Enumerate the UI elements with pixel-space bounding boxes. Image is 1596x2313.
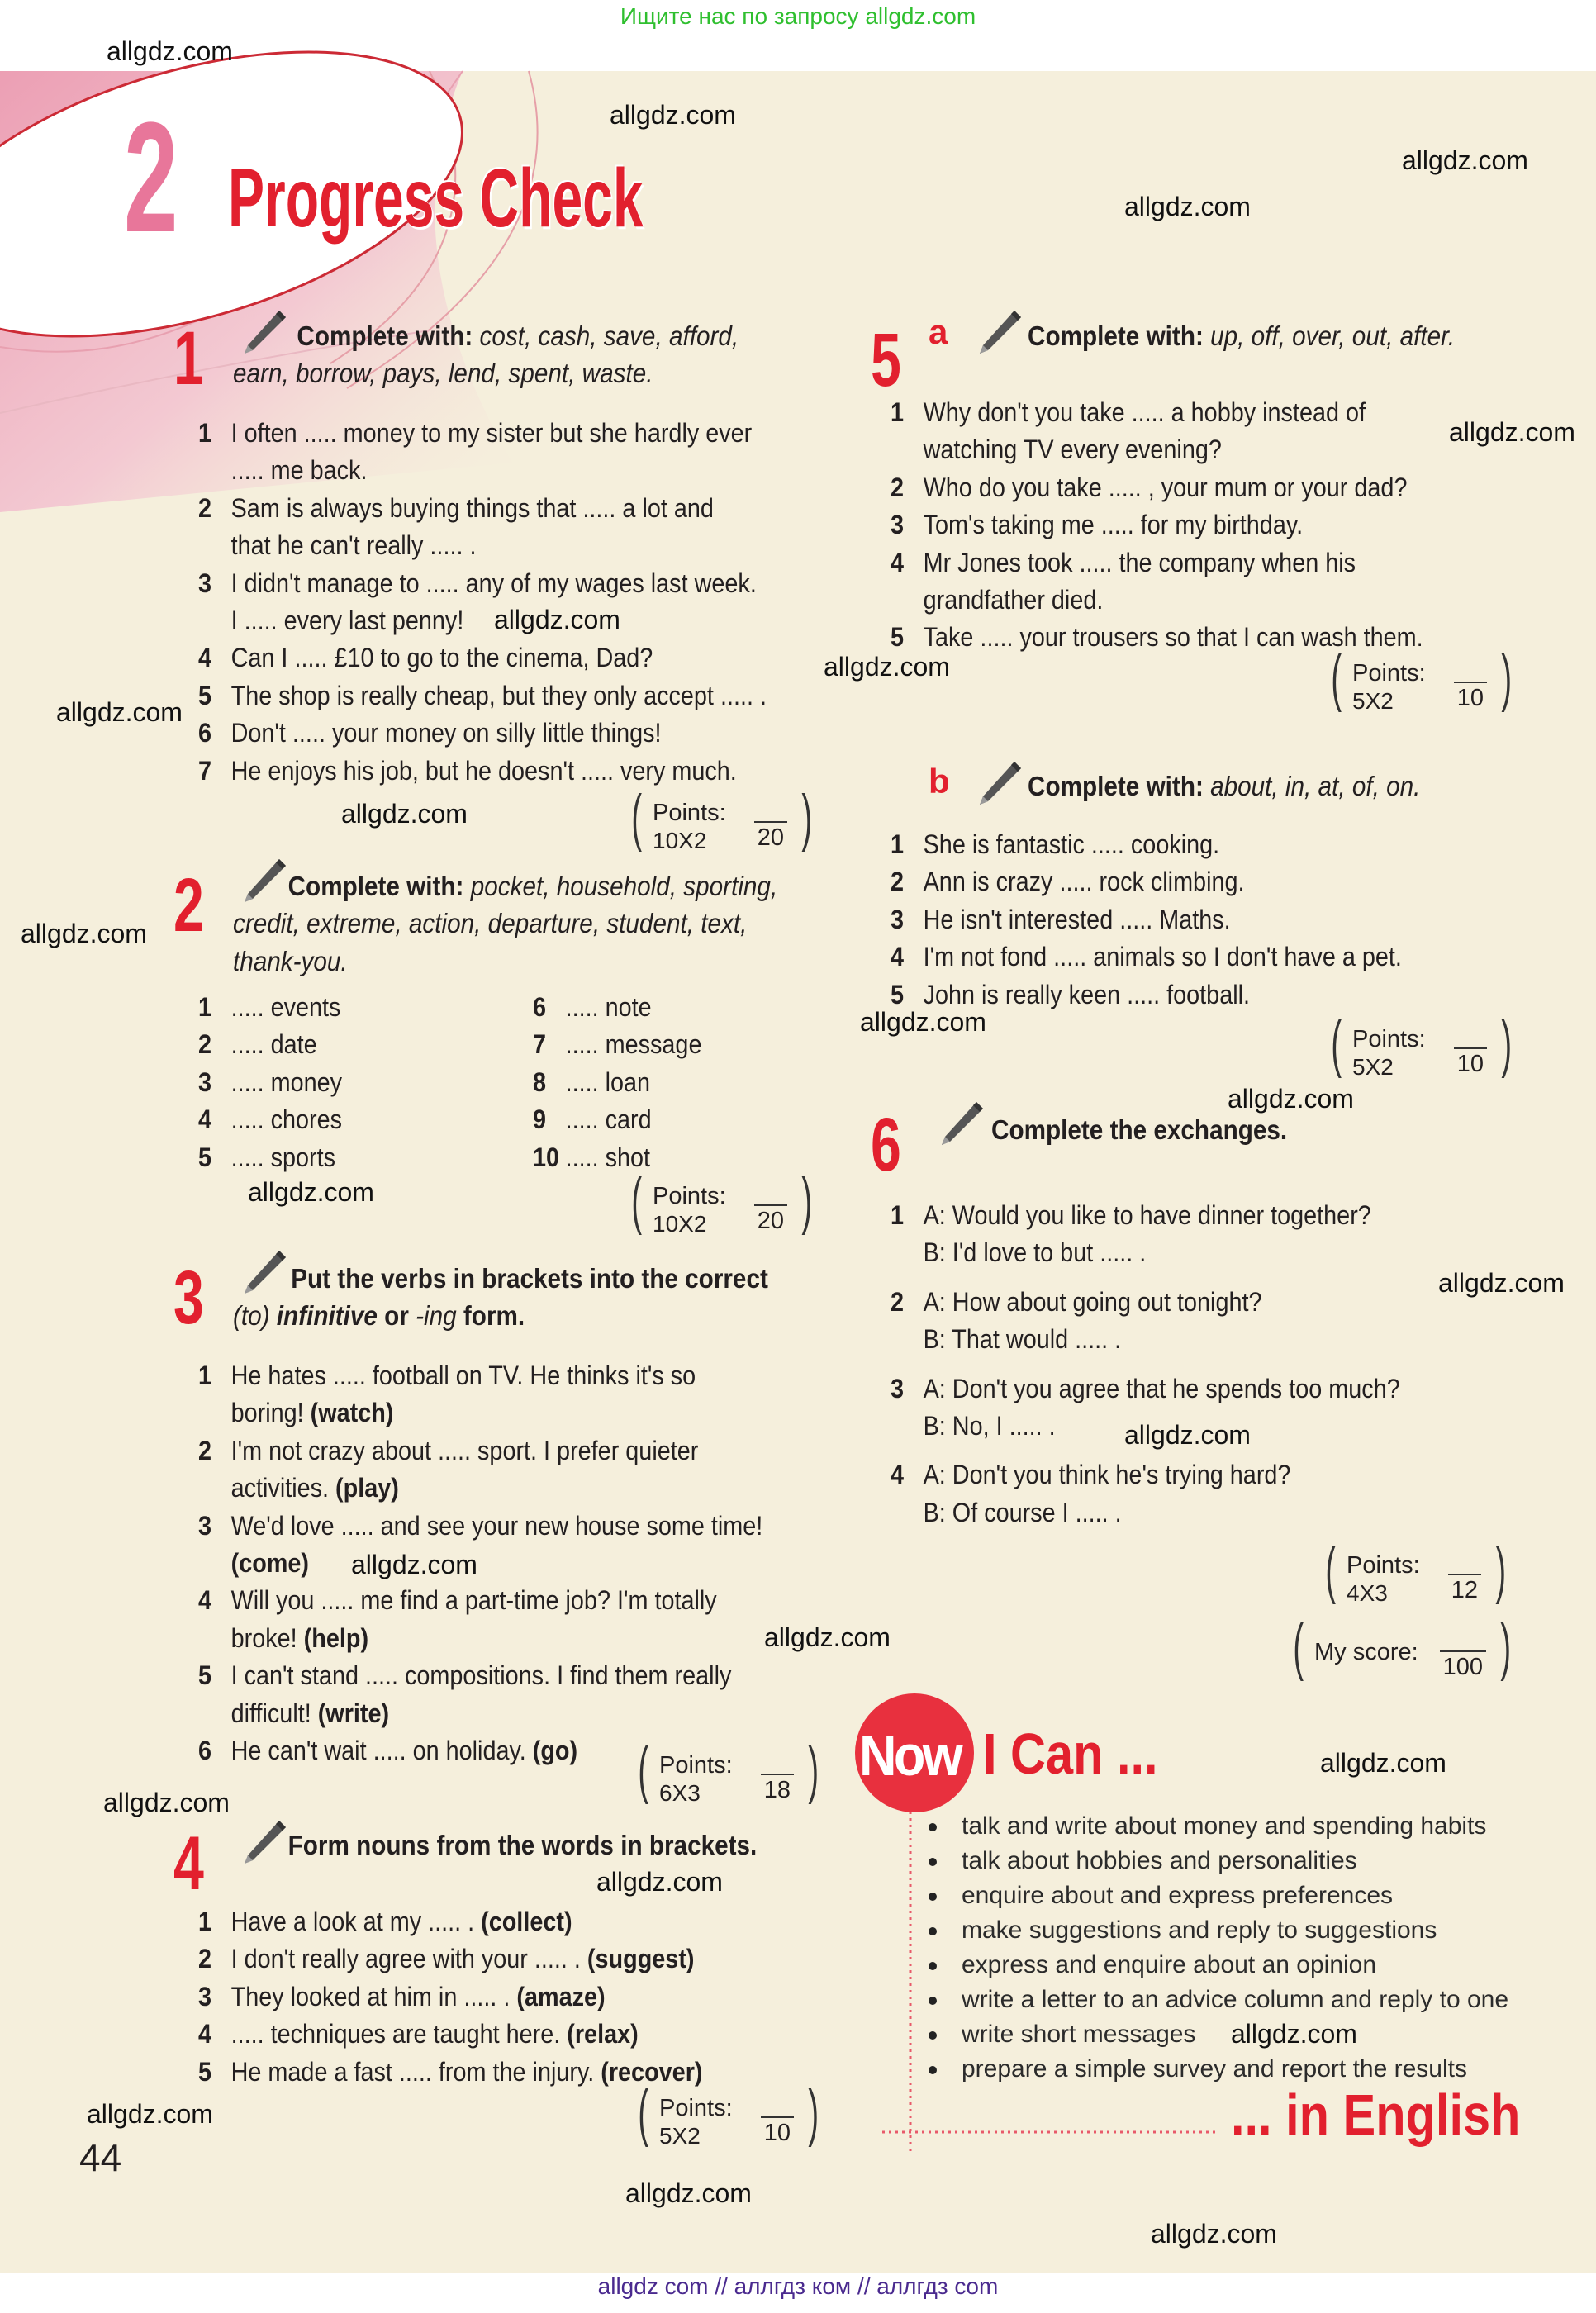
item-number: 5 [891, 622, 905, 653]
item-hint: (collect) [481, 1907, 572, 1936]
instruction-text: cost, cash, save, afford, [479, 321, 739, 351]
instruction-text: Complete with: [297, 321, 480, 351]
watermark: allgdz.com [1320, 1748, 1446, 1778]
i-can-heading: I Can ... [983, 1722, 1158, 1786]
item-text: A: How about going out tonight? [923, 1286, 1262, 1317]
instruction-text: -ing [416, 1300, 457, 1332]
watermark: allgdz.com [860, 1007, 986, 1037]
item-number: 7 [533, 1029, 547, 1060]
item-number: 2 [198, 1029, 212, 1060]
points-total: 10 [761, 2116, 794, 2148]
ex5a-items [891, 394, 1423, 657]
footer-links[interactable]: allgdz com // аллгдз ком // аллгдз com [597, 2273, 999, 2299]
watermark: allgdz.com [596, 1867, 723, 1897]
item-text: ..... techniques are taught here. [230, 2019, 568, 2049]
skill-item: write a letter to an advice column and reply to one [925, 1983, 1508, 2017]
item-text: Have a look at my ..... . [230, 1907, 482, 1936]
item-number: 6 [533, 992, 547, 1022]
exercise-item [533, 1101, 701, 1138]
item-text: I don't really agree with your ..... . [230, 1944, 587, 1974]
exercise-item [198, 639, 767, 677]
points-label: Points: [659, 1752, 733, 1779]
item-text: Take ..... your trousers so that I can wash them. [923, 622, 1423, 653]
item-number: 4 [891, 1460, 905, 1490]
item-hint: (watch) [310, 1398, 394, 1428]
item-text: ..... money [230, 1066, 343, 1097]
item-number: 3 [198, 1510, 212, 1541]
watermark: allgdz.com [107, 36, 233, 66]
instruction-text: form. [456, 1300, 525, 1332]
watermark: allgdz.com [248, 1177, 374, 1207]
exercise-item [198, 415, 767, 490]
item-number: 3 [198, 568, 212, 598]
exercise-item [891, 863, 1402, 900]
instruction-text: pocket, household, sporting, [470, 871, 778, 901]
exercise-item [891, 544, 1423, 620]
item-number: 4 [198, 1585, 212, 1616]
points-label: Points: [1352, 1026, 1426, 1052]
item-text: activities. [230, 1473, 336, 1503]
exercise-item [198, 1432, 762, 1508]
ex2-items [198, 989, 342, 1176]
item-number: 1 [891, 1200, 905, 1230]
item-number: 4 [891, 942, 905, 972]
item-text: Ann is crazy ..... rock climbing. [923, 867, 1245, 897]
points-total: 12 [1448, 1574, 1481, 1605]
instruction-text: Complete the exchanges. [991, 1114, 1288, 1145]
instruction-text: Complete with: [287, 871, 471, 901]
item-number: 5 [198, 1660, 212, 1691]
item-number: 1 [198, 1361, 212, 1390]
item-text: Can I ..... £10 to go to the cinema, Dad? [230, 643, 653, 673]
exercise-item [891, 826, 1402, 863]
exercise-item [198, 677, 767, 715]
item-number: 9 [533, 1104, 547, 1135]
watermark: allgdz.com [341, 799, 468, 829]
exercise-item [198, 1139, 342, 1176]
exercise-item [198, 490, 767, 565]
points-formula: 10X2 [653, 828, 707, 853]
item-number: 8 [533, 1066, 547, 1097]
item-number: 1 [198, 992, 212, 1022]
ex5b-items [891, 826, 1402, 1014]
item-text: ..... date [230, 1029, 317, 1060]
watermark: allgdz.com [87, 2099, 213, 2129]
points-total: 20 [754, 1204, 787, 1236]
item-number: 2 [891, 472, 905, 502]
skill-item: talk and write about money and spending habits [925, 1809, 1508, 1844]
exercise-item [198, 1657, 762, 1732]
skill-item: prepare a simple survey and report the results [925, 2052, 1508, 2087]
ex3-instructions [233, 1260, 768, 1335]
item-number: 4 [198, 643, 212, 673]
item-text: grandfather died. [923, 585, 1104, 615]
page-title: Progress Check [228, 152, 644, 245]
item-hint: (amaze) [516, 1981, 606, 2011]
exercise-item [198, 1940, 702, 1978]
watermark: allgdz.com [1402, 145, 1528, 175]
exercise-number: 4 [173, 1821, 204, 1906]
exercise-number: 5 [871, 318, 901, 402]
item-number: 4 [891, 547, 905, 577]
exercise-item [198, 1101, 342, 1138]
ex1-instructions [233, 317, 739, 392]
watermark: allgdz.com [1124, 192, 1251, 221]
ex4-points-box: ( ) Points: 5X2 10 [638, 2078, 819, 2149]
item-number: 2 [198, 1944, 212, 1974]
item-text: ..... me back. [230, 455, 368, 486]
item-text: John is really keen ..... football. [923, 979, 1251, 1009]
instruction-text: infinitive [276, 1300, 378, 1332]
item-hint: (recover) [601, 2056, 703, 2087]
item-text: They looked at him in ..... . [230, 1981, 517, 2011]
ex5b-instructions [1028, 767, 1420, 805]
item-number: 1 [198, 1907, 212, 1936]
in-english-label: ... in English [1231, 2083, 1521, 2147]
exercise-item [198, 715, 767, 752]
item-text: broke! [230, 1622, 304, 1653]
exercise-item [533, 1139, 701, 1176]
item-number: 10 [533, 1142, 560, 1172]
item-hint: (write) [317, 1698, 390, 1728]
exercise-item [891, 1197, 1400, 1272]
instruction-text: up, off, over, out, after. [1210, 321, 1456, 351]
skill-item: talk about hobbies and personalities [925, 1844, 1508, 1878]
points-label: Points: [1347, 1552, 1420, 1579]
ex5a-instructions [1028, 317, 1455, 354]
item-number: 5 [198, 680, 212, 710]
points-formula: 10X2 [653, 1211, 707, 1237]
item-text: B: No, I ..... . [923, 1411, 1056, 1441]
item-text: ..... shot [565, 1142, 651, 1172]
item-text: He made a fast ..... from the injury. [230, 2056, 601, 2087]
exercise-item [891, 901, 1402, 938]
item-number: 4 [198, 1104, 212, 1135]
item-text: I can't stand ..... compositions. I find them really [230, 1660, 732, 1691]
item-number: 6 [198, 1736, 212, 1766]
item-text: difficult! [230, 1698, 318, 1728]
watermark: allgdz.com [56, 697, 183, 727]
item-text: He enjoys his job, but he doesn't ..... very much. [230, 755, 737, 786]
ex3-items [198, 1357, 762, 1769]
exercise-item [533, 1026, 701, 1063]
watermark: allgdz.com [610, 100, 736, 130]
item-number: 1 [891, 397, 905, 427]
item-text: I ..... every last penny! [230, 606, 464, 636]
exercise-item [891, 394, 1423, 469]
skill-item: enquire about and express preferences [925, 1878, 1508, 1913]
item-text: She is fantastic ..... cooking. [923, 829, 1220, 859]
item-number: 5 [198, 2056, 212, 2087]
my-score-total: 100 [1440, 1650, 1486, 1682]
exercise-item [891, 938, 1402, 976]
instruction-text: Form nouns from the words in brackets. [287, 1830, 758, 1860]
ex1-points-box: ( ) Points: 10X2 20 [631, 782, 812, 853]
exercise-item [533, 989, 701, 1026]
watermark: allgdz.com [824, 652, 950, 682]
item-text: ..... card [565, 1104, 652, 1135]
instruction-text: or [377, 1300, 416, 1332]
item-text: Mr Jones took ..... the company when his [923, 547, 1356, 577]
item-text: I'm not crazy about ..... sport. I prefer quieter [230, 1435, 699, 1465]
item-text: ..... note [565, 992, 652, 1022]
item-text: boring! [230, 1398, 311, 1428]
item-text: A: Don't you agree that he spends too much? [923, 1373, 1400, 1403]
instruction-text: earn, borrow, pays, lend, spent, waste. [233, 358, 653, 389]
ex5a-points-box: ( ) Points: 5X2 10 [1331, 643, 1512, 714]
points-label: Points: [653, 800, 726, 826]
item-hint: (come) [230, 1548, 310, 1579]
exercise-item [198, 1357, 762, 1432]
points-formula: 5X2 [1352, 1054, 1394, 1080]
watermark: allgdz.com [103, 1788, 230, 1817]
exercise-item [198, 2016, 702, 2053]
item-text: Sam is always buying things that ..... a lot and [230, 492, 714, 523]
watermark: allgdz.com [1151, 2219, 1277, 2249]
item-text: Tom's taking me ..... for my birthday. [923, 510, 1304, 540]
watermark: allgdz.com [625, 2178, 752, 2208]
exercise-number: 2 [173, 863, 204, 948]
watermark: allgdz.com [1228, 1084, 1354, 1114]
instruction-text: (to) [233, 1300, 277, 1332]
points-label: Points: [1352, 660, 1426, 686]
watermark: allgdz.com [21, 919, 147, 948]
ex2-points-box: ( ) Points: 10X2 20 [631, 1166, 812, 1237]
item-number: 2 [891, 1286, 905, 1317]
exercise-item [891, 469, 1423, 506]
item-text: ..... loan [565, 1066, 651, 1097]
points-total: 20 [754, 821, 787, 853]
instruction-text: Complete with: [1028, 321, 1211, 351]
exercise-item [198, 1508, 762, 1583]
item-text: ..... chores [230, 1104, 343, 1135]
exercise-item [198, 1978, 702, 2016]
page-number: 44 [79, 2136, 122, 2179]
exercise-item [198, 1026, 342, 1063]
item-hint: (help) [303, 1622, 369, 1653]
ex6-points-box: ( ) Points: 4X3 12 [1325, 1535, 1506, 1606]
ex4-instructions [233, 1826, 757, 1864]
exercise-letter: b [929, 762, 950, 800]
item-text: Why don't you take ..... a hobby instead of [923, 397, 1366, 427]
pencil-icon [973, 758, 1023, 808]
exercise-item [198, 753, 767, 790]
item-number: 3 [198, 1981, 212, 2011]
unit-number: 2 [124, 90, 178, 265]
points-label: Points: [653, 1183, 726, 1209]
ex5b-points-box: ( ) Points: 5X2 10 [1331, 1009, 1512, 1080]
ex2-items [533, 989, 701, 1176]
exercise-number: 1 [173, 316, 204, 401]
pencil-icon [973, 307, 1023, 357]
item-number: 2 [891, 867, 905, 897]
points-formula: 5X2 [659, 2123, 701, 2149]
item-text: I didn't manage to ..... any of my wages last week. [230, 568, 757, 598]
skills-list [925, 1809, 1508, 2087]
now-label: Now [859, 1723, 961, 1788]
watermark: allgdz.com [351, 1550, 477, 1579]
ex1-items [198, 415, 767, 790]
item-text: ..... events [230, 992, 341, 1022]
watermark: allgdz.com [1231, 2019, 1357, 2049]
item-number: 4 [198, 2019, 212, 2049]
exercise-item [891, 1284, 1400, 1359]
item-number: 6 [198, 718, 212, 748]
exercise-item [198, 1582, 762, 1657]
watermark: allgdz.com [1438, 1268, 1565, 1298]
exercise-item [198, 1064, 342, 1101]
item-text: B: That would ..... . [923, 1324, 1122, 1355]
item-number: 2 [198, 1435, 212, 1465]
watermark: allgdz.com [1124, 1420, 1251, 1450]
item-number: 2 [198, 492, 212, 523]
search-banner[interactable]: Ищите нас по запросу allgdz.com [620, 3, 976, 29]
item-number: 1 [198, 418, 212, 448]
item-number: 5 [198, 1142, 212, 1172]
item-number: 7 [198, 755, 212, 786]
exercise-item [891, 506, 1423, 544]
exercise-item [891, 619, 1423, 656]
item-number: 1 [891, 829, 905, 859]
item-text: ..... message [565, 1029, 702, 1060]
item-number: 3 [891, 1373, 905, 1403]
item-text: He hates ..... football on TV. He thinks it's so [230, 1361, 696, 1390]
item-text: He isn't interested ..... Maths. [923, 904, 1231, 934]
instruction-text: about, in, at, of, on. [1210, 771, 1421, 801]
exercise-item [198, 2054, 702, 2091]
ex2-instructions [233, 867, 777, 980]
item-hint: (play) [335, 1473, 399, 1503]
points-total: 10 [1454, 682, 1487, 713]
instruction-text: Put the verbs in brackets into the correct [291, 1263, 768, 1294]
item-text: Will you ..... me find a part-time job? I'm totally [230, 1585, 717, 1616]
instruction-text: thank-you. [233, 945, 348, 976]
my-score-label: My score: [1314, 1639, 1418, 1665]
watermark: allgdz.com [764, 1622, 891, 1652]
item-text: He can't wait ..... on holiday. [230, 1736, 533, 1766]
item-text: A: Don't you think he's trying hard? [923, 1460, 1291, 1490]
item-text: A: Would you like to have dinner together? [923, 1200, 1371, 1230]
skill-item: express and enquire about an opinion [925, 1948, 1508, 1983]
item-text: Don't ..... your money on silly little things! [230, 718, 662, 748]
watermark: allgdz.com [494, 605, 620, 634]
exercise-number: 3 [173, 1256, 204, 1340]
ex6-items [891, 1197, 1400, 1532]
watermark: allgdz.com [1449, 417, 1575, 447]
skill-item: write short messages [925, 2017, 1508, 2052]
item-number: 3 [891, 904, 905, 934]
my-score-box: ( ) My score: 100 [1293, 1612, 1511, 1682]
exercise-item [533, 1064, 701, 1101]
instruction-text: Complete with: [1028, 771, 1211, 801]
item-number: 5 [891, 979, 905, 1009]
pencil-icon [935, 1099, 985, 1148]
item-text: The shop is really cheap, but they only accept ..... . [230, 680, 767, 710]
exercise-item [891, 1456, 1400, 1532]
points-formula: 6X3 [659, 1780, 701, 1806]
exercise-item [198, 565, 767, 640]
item-text: Who do you take ..... , your mum or your dad? [923, 472, 1408, 502]
exercise-number: 6 [871, 1103, 901, 1187]
item-text: We'd love ..... and see your new house some time! [230, 1510, 763, 1541]
exercise-item [198, 989, 342, 1026]
item-hint: (suggest) [587, 1944, 695, 1974]
points-formula: 4X3 [1347, 1580, 1388, 1606]
item-number: 3 [198, 1066, 212, 1097]
skill-item: make suggestions and reply to suggestions [925, 1913, 1508, 1948]
ex6-instructions [991, 1111, 1287, 1148]
item-number: 3 [891, 510, 905, 540]
item-text: I often ..... money to my sister but she hardly ever [230, 418, 753, 448]
item-text: ..... sports [230, 1142, 336, 1172]
instruction-text: credit, extreme, action, departure, student, text, [233, 908, 748, 939]
points-total: 10 [1454, 1047, 1487, 1079]
ex3-points-box: ( ) Points: 6X3 18 [638, 1735, 819, 1806]
points-label: Points: [659, 2095, 733, 2121]
item-text: I'm not fond ..... animals so I don't have a pet. [923, 942, 1402, 972]
item-text: B: I'd love to but ..... . [923, 1237, 1147, 1268]
item-hint: (relax) [567, 2019, 639, 2049]
item-text: watching TV every evening? [923, 435, 1222, 465]
exercise-item [198, 1903, 702, 1940]
item-text: B: Of course I ..... . [923, 1497, 1122, 1527]
item-hint: (go) [532, 1736, 578, 1766]
points-formula: 5X2 [1352, 688, 1394, 714]
points-total: 18 [761, 1774, 794, 1805]
ex4-items [198, 1903, 702, 2091]
item-text: that he can't really ..... . [230, 530, 477, 561]
exercise-letter: a [929, 312, 948, 351]
